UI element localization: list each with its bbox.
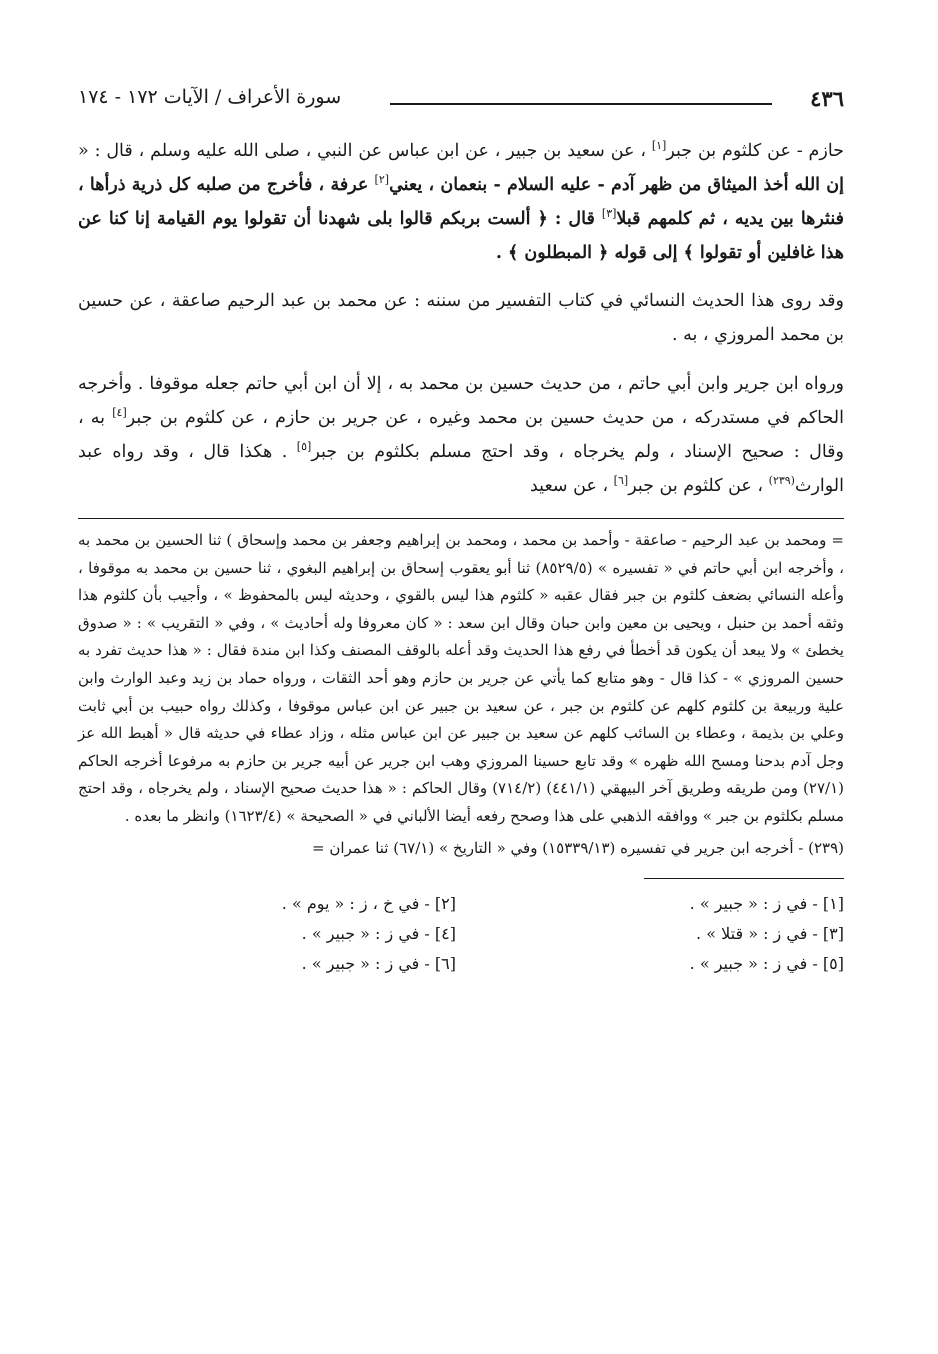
variant-note: [٦] - في ز : « جبير » . bbox=[301, 954, 456, 974]
hadith-text: إن الله أخذ الميثاق من ظهر آدم - عليه السلام - بنعمان ، يعني bbox=[389, 175, 844, 195]
text-run: ورواه ابن جرير وابن أبي حاتم ، من حديث حسين بن محمد به ، إلا أن ابن أبي حاتم جعله موقوفا . وأخرجه الحاكم في مستدركه ، من حديث حسين بن محمد وغيره ، عن جرير بن حازم ، عن كلثوم بن جبر bbox=[78, 374, 845, 428]
text-run: ، عن كلثوم بن جبر bbox=[628, 476, 769, 496]
variant-note: [٣] - في ز : « قتلا » . bbox=[696, 924, 844, 944]
text-run: ، عن سعيد bbox=[530, 476, 614, 496]
paragraph-nasai: وقد روى هذا الحديث النسائي في كتاب التفسير من سننه : عن محمد بن عبد الرحيم صاعقة ، عن حسين بن محمد المروزي ، به . bbox=[78, 291, 844, 345]
book-page bbox=[78, 86, 844, 975]
footnote-ref-239: (٢٣٩) bbox=[768, 474, 795, 488]
variant-note: [٥] - في ز : « جبير » . bbox=[689, 954, 844, 974]
hadith-text: قال : ﴿ ألست بربكم قالوا بلى شهدنا أن تقولوا يوم القيامة إنا كنا عن هذا غافلين أو تقولوا ﴾ إلى قوله ﴿ المبطلون ﴾ . bbox=[78, 209, 844, 263]
text-run: . هكذا قال ، وقد رواه عبد الوارث bbox=[78, 442, 844, 496]
variants-rule bbox=[644, 878, 844, 879]
main-text bbox=[78, 134, 844, 503]
text-run: ، عن سعيد بن جبير ، عن ابن عباس عن النبي ، صلى الله عليه وسلم ، قال : « bbox=[78, 141, 652, 161]
variant-ref-1: [١] bbox=[651, 139, 667, 153]
header-rule bbox=[390, 103, 772, 105]
running-title: سورة الأعراف / الآيات ١٧٢ - ١٧٤ bbox=[78, 86, 342, 108]
variant-ref-5: [٥] bbox=[296, 440, 312, 454]
text-run: به ، وقال : صحيح الإسناد ، ولم يخرجاه ، وقد احتج مسلم بكلثوم بن جبر bbox=[78, 408, 844, 462]
footnote-continued: = ومحمد بن عبد الرحيم - صاعقة - وأحمد بن محمد ، ومحمد بن إبراهيم وجعفر بن محمد وإسحاق ) ثنا الحسين بن محمد به ، وأخرجه ابن أبي حاتم في « تفسيره » (٨٥٢٩/٥) ثنا أبو يعقوب إسحاق بن إبراهيم البغوي ، ثنا حسين بن محمد به موقوفا ، وأعله النسائي بضعف كلثوم بن جبر فقال عقبه « كلثوم هذا ليس بالقوي ، وحديثه ليس بالمحفوظ » ، وأجيب بأن كلثوم هذا وثقه أحمد بن حنبل ، ويحيى بن معين وابن حبان وقال ابن سعد : « كان معروفا وله أحاديث » ، وفي « التقريب » : « صدوق يخطئ » ولا يبعد أن يكون قد أخطأ في رفع هذا الحديث وقد أعله بالوقف المصنف وكذا ابن مندة فقال : « هذا حديث تفرد به حسين المروزي » - كذا قال - وهو متابع كما يأتي عن جرير بن حازم وهو أحد الثقات ، ورواه حماد بن زيد وعبد الوارث وابن علية وربيعة بن كلثوم كلهم عن كلثوم بن جبر ، عن سعيد بن جبير عن ابن عباس موقوفا ، وكذلك رواه حبيب بن أبي ثابت وعلي بن بذيمة ، وعطاء بن السائب كلهم عن سعيد بن جبير عن ابن عباس مثله ، وزاد عطاء في حديثه قال « أهبط الله عز وجل آدم بدحنا ومسح الله ظهره » وقد تابع حسينا المروزي وهب ابن جرير عن أبيه جرير بن حازم به مرفوعا أخرجه الحاكم (٢٧/١) ومن طريقه وطريق آخر البيهقي (٤٤١/١) (٧١٤/٢) وقال الحاكم : « هذا حديث صحيح الإسناد ، ولم يخرجاه ، وقد احتج مسلم بكلثوم بن جبر » ووافقه الذهبي على هذا وصحح رفعه أيضا الألباني في « الصحيحة » (١٦٢٣/٤) وانظر ما بعده . bbox=[78, 531, 845, 825]
page-number: ٤٣٦ bbox=[810, 86, 844, 111]
variant-note: [٤] - في ز : « جبير » . bbox=[301, 924, 456, 944]
variant-ref-2: [٢] bbox=[374, 173, 390, 187]
footnotes bbox=[78, 518, 844, 862]
variant-note: [١] - في ز : « جبير » . bbox=[689, 894, 844, 914]
hadith-text: عرفة ، فأخرج من صلبه كل ذرية ذرأها ، فنثرها بين يديه ، ثم كلمهم قبلا bbox=[78, 175, 844, 229]
footnote-239: (٢٣٩) - أخرجه ابن جرير في تفسيره (١٥٣٣٩/١٣) وفي « التاريخ » (٦٧/١) ثنا عمران = bbox=[312, 838, 844, 857]
text-run: حازم - عن كلثوم بن جبر bbox=[666, 141, 844, 161]
variant-ref-6: [٦] bbox=[613, 474, 629, 488]
paragraph-ibn-jarir bbox=[78, 367, 844, 503]
variant-ref-4: [٤] bbox=[112, 406, 127, 420]
variant-ref-3: [٣] bbox=[601, 207, 617, 221]
manuscript-variants bbox=[78, 893, 844, 975]
variant-note: [٢] - في خ ، ز : « يوم » . bbox=[281, 894, 456, 914]
paragraph-hadith bbox=[78, 134, 844, 270]
page-header bbox=[78, 86, 844, 120]
